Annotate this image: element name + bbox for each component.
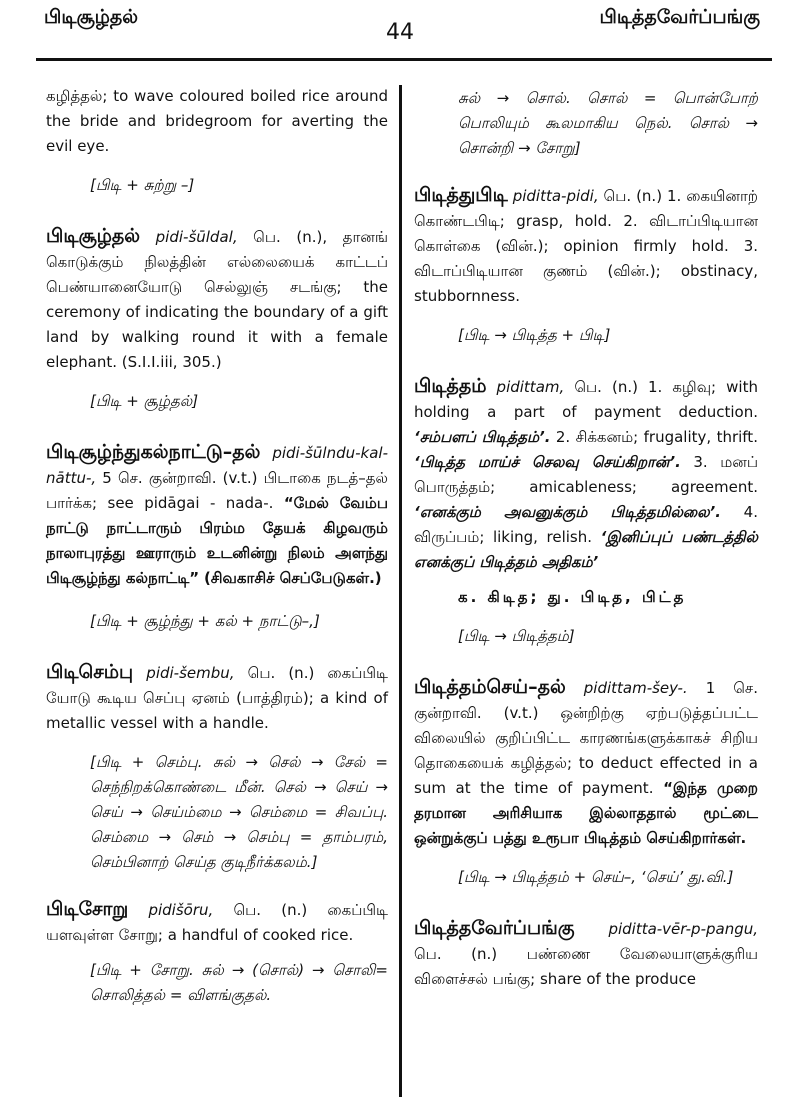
definition: 2. சிக்கனம்; frugality, thrift. <box>555 428 758 446</box>
headword: பிடிசெம்பு <box>46 661 134 683</box>
continued-definition: கழித்தல்; to wave coloured boiled rice around the bride and bridegroom for averting the evil eye. <box>46 87 388 155</box>
definition: பெ. (n.) 1. கையினாற் கொண்டபிடி; grasp, hold. 2. விடாப்பிடியான கொள்கை (வின்.); opinion firmly hold. 3. விடாப்பிடியான குணம் (வின்.); obstinacy, stubbornness. <box>414 187 758 305</box>
transliteration: pidi-šūlndu-kal-nāttu-, <box>46 444 388 487</box>
transliteration: pidi-šūldal, <box>155 228 238 246</box>
headword: பிடித்தம்செய்–தல் <box>414 676 566 698</box>
etymology: [பிடி + சூழ்ந்து + கல் + நாட்டு–,] <box>90 612 320 630</box>
etymology: [பிடி + சோறு. சுல் → (சொல்) → சொலி= சொலித்தல் = விளங்குதல். <box>90 961 388 1004</box>
entry-pidisembu <box>46 660 388 736</box>
etymology: [பிடி + சுற்று –] <box>90 176 195 194</box>
definition: பெ. (n.) கைப்பிடி யோடு கூடிய செப்பு ஏனம் (பாத்திரம்); a kind of metallic vessel with a handle. <box>46 664 388 732</box>
headword: பிடிசூழ்ந்துகல்நாட்டு–தல் <box>46 441 261 463</box>
source-citation: (சிவகாசிச் செப்பேடுகள்.) <box>203 569 382 587</box>
entry-pidiththam-seythal <box>414 675 758 851</box>
definition: பெ. (n.) 1. கழிவு; with holding a part of payment deduction. <box>414 378 758 421</box>
etymology: [பிடி → பிடித்தம்] <box>458 627 575 645</box>
header-rule <box>36 58 772 61</box>
column-divider <box>399 85 402 1097</box>
definition: பெ. (n.) பண்ணை வேலையாளுக்குரிய விளைச்சல் பங்கு; share of the produce <box>414 945 758 988</box>
entry-pidisuzhthal <box>46 224 388 375</box>
left-column <box>46 84 388 1008</box>
page-number: 44 <box>386 20 414 45</box>
transliteration: pidišōru, <box>148 901 214 919</box>
entry-pidiththa-verppangu <box>414 916 758 992</box>
example: ‘பிடித்த மாய்ச் செலவு செய்கிறான்’. <box>414 453 681 471</box>
transliteration: pidi-šembu, <box>146 664 235 682</box>
continued-etymology: சுல் → சொல். சொல் = பொன்போற் பொலியும் கூலமாகிய நெல். சொல் → சொன்றி → சோறு] <box>458 89 758 157</box>
definition: பெ. (n.) கைப்பிடி யளவுள்ள சோறு; a handful of cooked rice. <box>46 901 388 944</box>
headword: பிடித்தம் <box>414 375 487 397</box>
cognates: க. கிடித; து. பிடித, பிட்த <box>458 588 687 606</box>
entry-pidisuzhnthu-kalnattuthal <box>46 440 388 591</box>
running-head-right: பிடித்தவேர்ப்பங்கு <box>599 6 760 28</box>
definition: 5 செ. குன்றாவி. (v.t.) பிடாகை நடத்–தல் பார்க்க; see pidāgai - nada-. <box>46 469 388 512</box>
definition: பெ. (n.), தானங் கொடுக்கும் நிலத்தின் எல்லையைக் காட்டப் பெண்யானையோடு செல்லுஞ் சடங்கு; the ceremony of indicating the boundary of a gift land by walking round it with a female elephant. (S.I.I.iii, 305.) <box>46 228 388 371</box>
transliteration: piditta-vēr-p-pangu, <box>608 920 758 938</box>
etymology: [பிடி → பிடித்த + பிடி] <box>458 326 611 344</box>
entry-pidithupidi <box>414 183 758 309</box>
headword: பிடிசோறு <box>46 898 129 920</box>
right-column <box>414 86 758 992</box>
example: ‘எனக்கும் அவனுக்கும் பிடித்தமில்லை’. <box>414 503 721 521</box>
example: ‘சம்பளப் பிடித்தம்’. <box>414 428 551 446</box>
quotation: “மேல் வேம்ப நாட்டு நாட்டாரும் பிரம்ம தேயக் கிழவரும் நாலாபுரத்து ஊராரும் உடனின்று நிலம் அளந்து பிடிசூழ்ந்து கல்நாட்டி” <box>46 494 388 587</box>
entry-pidiththam <box>414 374 758 575</box>
quotation: “இந்த முறை தரமான அரிசியாக இல்லாததால் மூட்டை ஒன்றுக்குப் பத்து உரூபா பிடித்தம் செய்கிறார்கள். <box>414 779 758 847</box>
definition: 1 செ. குன்றாவி. (v.t.) ஒன்றிற்கு ஏற்படுத்தப்பட்ட விலையில் குறிப்பிட்ட காரணங்களுக்காகச் சிறிய தொகையைக் கழித்தல்; to deduct effected in a sum at the time of payment. <box>414 679 758 797</box>
etymology: [பிடி + செம்பு. சுல் → செல் → சேல் = செந்நிறக்கொண்டை மீன். செல் → செய் → செய் → செய்ம்மை → செம்மை = சிவப்பு. செம்மை → செம் → செம்பு = தாம்பரம், செம்பினாற் செய்த குடிநீர்க்கலம்.] <box>90 753 388 871</box>
running-head-left: பிடிசூழ்தல் <box>44 6 139 28</box>
example: ‘இனிப்புப் பண்டத்தில் எனக்குப் பிடித்தம் அதிகம்’ <box>414 528 758 571</box>
etymology: [பிடி + சூழ்தல்] <box>90 392 199 410</box>
headword: பிடித்தவேர்ப்பங்கு <box>414 917 575 939</box>
etymology: [பிடி → பிடித்தம் + செய்–, ‘செய்’ து.வி.] <box>458 868 734 886</box>
transliteration: pidittam-šey-. <box>583 679 688 697</box>
entry-pidisoru <box>46 897 388 948</box>
transliteration: piditta-pidi, <box>512 187 599 205</box>
headword: பிடித்துபிடி <box>414 184 508 206</box>
transliteration: pidittam, <box>496 378 565 396</box>
headword: பிடிசூழ்தல் <box>46 225 141 247</box>
definition: 4. விருப்பம்; liking, relish. <box>414 503 758 546</box>
definition: 3. மனப் பொருத்தம்; amicableness; agreement. <box>414 453 759 496</box>
